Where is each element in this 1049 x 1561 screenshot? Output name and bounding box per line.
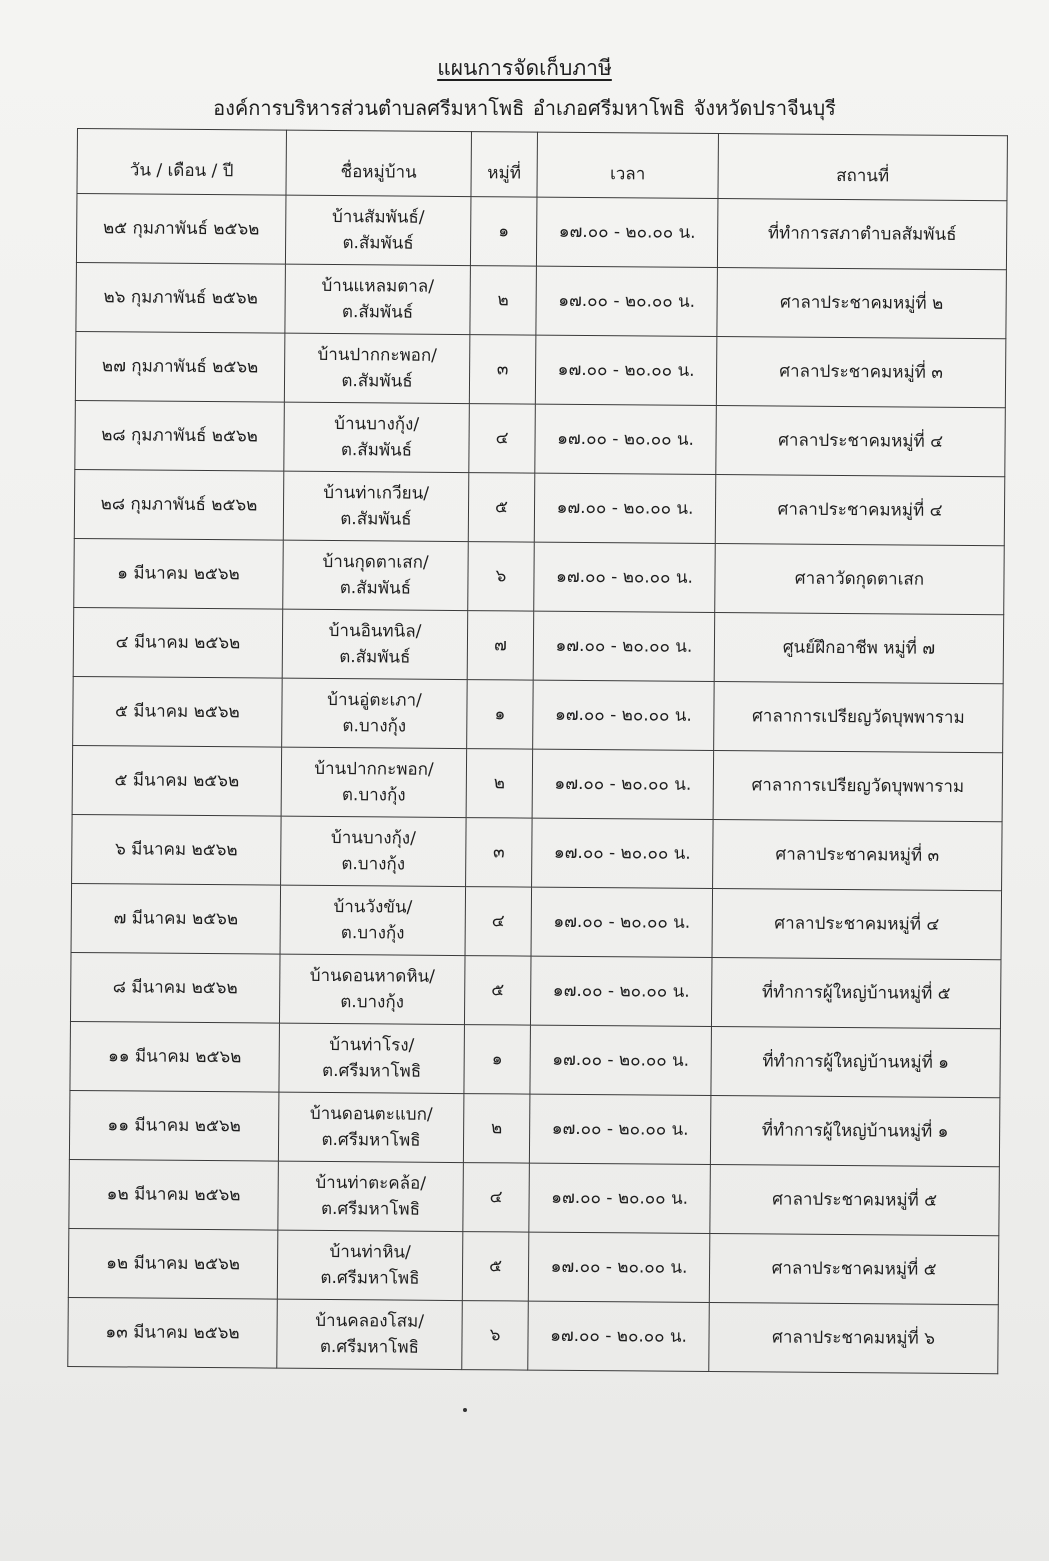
cell-place: ศูนย์ฝึกอาชีพ หมู่ที่ ๗ [714, 613, 1004, 684]
cell-moo: ๑ [464, 1025, 531, 1095]
cell-time: ๑๗.๐๐ - ๒๐.๐๐ น. [530, 1025, 712, 1095]
document-title: แผนการจัดเก็บภาษี [437, 56, 612, 80]
cell-date: ๑๓ มีนาคม ๒๕๖๒ [68, 1297, 278, 1368]
village-subdistrict: ต.ศรีมหาโพธิ [320, 1198, 421, 1220]
cell-time: ๑๗.๐๐ - ๒๐.๐๐ น. [529, 1094, 711, 1164]
cell-village [281, 816, 467, 886]
table-row [72, 745, 1003, 821]
cell-place: ศาลาประชาคมหมู่ที่ ๔ [712, 889, 1002, 960]
table-row [74, 538, 1005, 614]
header-moo: หมู่ที่ [471, 132, 538, 198]
cell-date: ๒๕ กุมภาพันธ์ ๒๕๖๒ [76, 194, 286, 265]
table-row [69, 1090, 1000, 1166]
table-row [76, 262, 1007, 338]
header-time: เวลา [537, 132, 719, 198]
cell-village [279, 1023, 465, 1093]
village-subdistrict: ต.ศรีมหาโพธิ [320, 1267, 420, 1289]
cell-place: ที่ทำการผู้ใหญ่บ้านหมู่ที่ ๑ [710, 1096, 1000, 1167]
village-subdistrict: ต.สัมพันธ์ [339, 578, 412, 599]
table-row [74, 469, 1005, 545]
village-subdistrict: ต.ศรีมหาโพธิ [321, 1060, 422, 1082]
village-name: บ้านดอนตะแบก/ [309, 1103, 433, 1125]
cell-time: ๑๗.๐๐ - ๒๐.๐๐ น. [534, 542, 716, 612]
cell-moo: ๔ [465, 887, 532, 957]
cell-village [279, 954, 465, 1024]
cell-village [277, 1230, 463, 1300]
tax-collection-table [67, 128, 1008, 1374]
village-name: บ้านอู่ตะเภา/ [327, 689, 422, 711]
table-row [75, 400, 1006, 476]
stray-dot-mark [463, 1408, 467, 1412]
cell-time: ๑๗.๐๐ - ๒๐.๐๐ น. [533, 680, 715, 750]
table-body [68, 194, 1007, 1374]
cell-time: ๑๗.๐๐ - ๒๐.๐๐ น. [532, 749, 714, 819]
table-row [71, 883, 1002, 959]
cell-place: ศาลาการเปรียญวัดบุพพาราม [713, 751, 1003, 822]
village-name: บ้านวังขัน/ [333, 897, 413, 918]
cell-time: ๑๗.๐๐ - ๒๐.๐๐ น. [530, 956, 712, 1026]
cell-moo: ๓ [469, 335, 536, 405]
table-row [72, 814, 1003, 890]
cell-date: ๖ มีนาคม ๒๕๖๒ [72, 814, 282, 885]
table-row [68, 1228, 999, 1304]
cell-time: ๑๗.๐๐ - ๒๐.๐๐ น. [528, 1301, 710, 1371]
document-subtitle: องค์การบริหารส่วนตำบลศรีมหาโพธิ อำเภอศรีมหาโพธิ จังหวัดปราจีนบุรี [213, 96, 836, 120]
cell-moo: ๖ [468, 542, 535, 612]
cell-date: ๑๒ มีนาคม ๒๕๖๒ [69, 1159, 279, 1230]
table-header-row [77, 129, 1007, 201]
village-subdistrict: ต.สัมพันธ์ [342, 233, 414, 254]
cell-date: ๔ มีนาคม ๒๕๖๒ [73, 607, 283, 678]
cell-date: ๕ มีนาคม ๒๕๖๒ [73, 676, 283, 747]
cell-village [278, 1161, 464, 1231]
cell-moo: ๒ [466, 749, 533, 819]
table-row [70, 952, 1001, 1028]
cell-moo: ๔ [463, 1163, 530, 1233]
cell-date: ๑ มีนาคม ๒๕๖๒ [74, 538, 284, 609]
village-name: บ้านปากกะพอก/ [314, 758, 434, 780]
village-name: บ้านท่าโรง/ [329, 1035, 415, 1056]
cell-moo: ๑ [467, 680, 534, 750]
cell-moo: ๕ [468, 473, 535, 543]
cell-moo: ๖ [462, 1301, 529, 1371]
cell-time: ๑๗.๐๐ - ๒๐.๐๐ น. [536, 197, 718, 267]
village-name: บ้านท่าเกวียน/ [323, 482, 430, 504]
village-name: บ้านคลองโสม/ [315, 1310, 425, 1332]
village-name: บ้านดอนหาดหิน/ [309, 965, 436, 987]
village-subdistrict: ต.บางกุ้ง [340, 992, 405, 1013]
cell-village [285, 195, 471, 265]
table-row [75, 331, 1006, 407]
cell-place: ศาลาประชาคมหมู่ที่ ๔ [715, 475, 1005, 546]
village-subdistrict: ต.สัมพันธ์ [340, 440, 413, 461]
cell-moo: ๔ [469, 404, 536, 474]
table-row [73, 607, 1004, 683]
cell-place: ศาลาประชาคมหมู่ที่ ๖ [709, 1303, 999, 1374]
village-subdistrict: ต.สัมพันธ์ [340, 509, 412, 530]
village-name: บ้านบางกุ้ง/ [334, 414, 420, 435]
village-subdistrict: ต.บางกุ้ง [341, 854, 406, 875]
village-subdistrict: ต.ศรีมหาโพธิ [321, 1129, 421, 1151]
cell-place: ศาลาประชาคมหมู่ที่ ๔ [716, 406, 1006, 477]
cell-place: ศาลาการเปรียญวัดบุพพาราม [714, 682, 1004, 753]
header-village: ชื่อหมู่บ้าน [286, 130, 472, 196]
village-subdistrict: ต.ศรีมหาโพธิ [319, 1336, 420, 1358]
header-date: วัน / เดือน / ปี [77, 129, 287, 196]
cell-time: ๑๗.๐๐ - ๒๐.๐๐ น. [535, 335, 717, 405]
cell-time: ๑๗.๐๐ - ๒๐.๐๐ น. [531, 887, 713, 957]
cell-date: ๘ มีนาคม ๒๕๖๒ [70, 952, 280, 1023]
cell-village [280, 885, 466, 955]
cell-village [278, 1092, 464, 1162]
table-row [70, 1021, 1001, 1097]
header-place: สถานที่ [718, 134, 1008, 201]
village-subdistrict: ต.สัมพันธ์ [339, 647, 411, 668]
cell-time: ๑๗.๐๐ - ๒๐.๐๐ น. [533, 611, 715, 681]
cell-moo: ๒ [470, 266, 537, 336]
cell-time: ๑๗.๐๐ - ๒๐.๐๐ น. [535, 404, 717, 474]
cell-time: ๑๗.๐๐ - ๒๐.๐๐ น. [532, 818, 714, 888]
village-name: บ้านปากกะพอก/ [317, 344, 438, 366]
cell-place: ศาลาประชาคมหมู่ที่ ๕ [710, 1165, 1000, 1236]
cell-date: ๒๘ กุมภาพันธ์ ๒๕๖๒ [75, 400, 285, 471]
cell-village [283, 471, 469, 541]
table-row [73, 676, 1004, 752]
cell-place: ที่ทำการผู้ใหญ่บ้านหมู่ที่ ๕ [711, 958, 1001, 1029]
table-row [69, 1159, 1000, 1235]
cell-village [281, 747, 467, 817]
village-name: บ้านแหลมตาล/ [321, 275, 435, 297]
village-name: บ้านอินทนิล/ [328, 620, 422, 642]
cell-place: ศาลาประชาคมหมู่ที่ ๓ [713, 820, 1003, 891]
cell-moo: ๓ [466, 818, 533, 888]
village-subdistrict: ต.บางกุ้ง [342, 716, 407, 737]
cell-time: ๑๗.๐๐ - ๒๐.๐๐ น. [534, 473, 716, 543]
cell-place: ศาลาประชาคมหมู่ที่ ๒ [717, 268, 1007, 339]
cell-moo: ๕ [462, 1232, 529, 1302]
cell-village [284, 333, 470, 403]
cell-date: ๑๑ มีนาคม ๒๕๖๒ [70, 1021, 280, 1092]
cell-date: ๒๖ กุมภาพันธ์ ๒๕๖๒ [76, 262, 286, 333]
cell-moo: ๗ [467, 611, 534, 681]
table-row [68, 1297, 999, 1373]
cell-place: ศาลาประชาคมหมู่ที่ ๕ [709, 1234, 999, 1305]
cell-village [282, 609, 468, 679]
cell-date: ๒๗ กุมภาพันธ์ ๒๕๖๒ [75, 331, 285, 402]
village-subdistrict: ต.บางกุ้ง [341, 785, 406, 806]
cell-place: ศาลาประชาคมหมู่ที่ ๓ [716, 337, 1006, 408]
village-name: บ้านกุดตาเสก/ [322, 551, 429, 573]
cell-place: ศาลาวัดกุดตาเสก [715, 544, 1005, 615]
cell-village [285, 264, 471, 334]
cell-time: ๑๗.๐๐ - ๒๐.๐๐ น. [528, 1232, 710, 1302]
village-name: บ้านท่าหิน/ [329, 1242, 411, 1263]
village-subdistrict: ต.สัมพันธ์ [341, 371, 413, 392]
cell-date: ๗ มีนาคม ๒๕๖๒ [71, 883, 281, 954]
village-name: บ้านบางกุ้ง/ [330, 828, 416, 849]
cell-moo: ๒ [463, 1094, 530, 1164]
cell-date: ๑๑ มีนาคม ๒๕๖๒ [69, 1090, 279, 1161]
cell-date: ๑๒ มีนาคม ๒๕๖๒ [68, 1228, 278, 1299]
cell-date: ๒๘ กุมภาพันธ์ ๒๕๖๒ [74, 469, 284, 540]
cell-place: ที่ทำการสภาตำบลสัมพันธ์ [717, 199, 1007, 270]
table-row [76, 194, 1007, 270]
cell-time: ๑๗.๐๐ - ๒๐.๐๐ น. [536, 266, 718, 336]
cell-village [284, 402, 470, 472]
cell-date: ๕ มีนาคม ๒๕๖๒ [72, 745, 282, 816]
cell-village [277, 1299, 463, 1369]
cell-moo: ๑ [470, 197, 537, 267]
village-name: บ้านสัมพันธ์/ [331, 207, 425, 228]
village-subdistrict: ต.สัมพันธ์ [341, 302, 414, 323]
village-subdistrict: ต.บางกุ้ง [340, 923, 405, 944]
cell-moo: ๕ [464, 956, 531, 1026]
cell-time: ๑๗.๐๐ - ๒๐.๐๐ น. [529, 1163, 711, 1233]
cell-village [283, 540, 469, 610]
cell-village [282, 678, 468, 748]
village-name: บ้านท่าตะคล้อ/ [315, 1172, 427, 1194]
cell-place: ที่ทำการผู้ใหญ่บ้านหมู่ที่ ๑ [711, 1027, 1001, 1098]
